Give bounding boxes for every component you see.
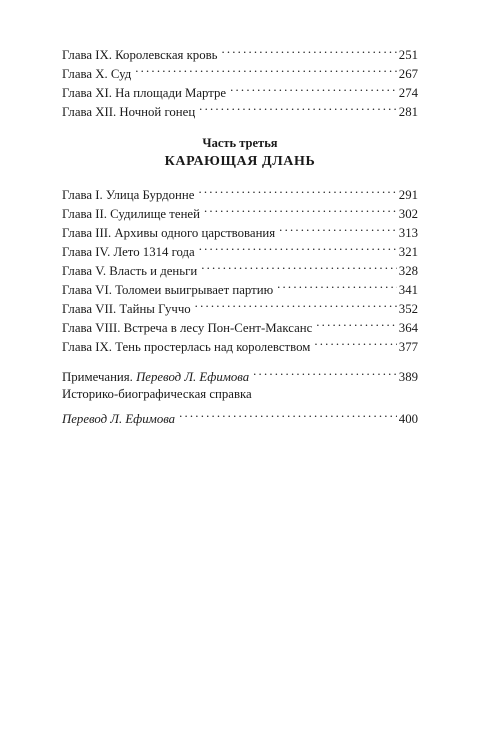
reference-label[interactable]: Историко-биографическая справка [62,387,252,401]
dot-leader [179,404,397,423]
part-title: КАРАЮЩАЯ ДЛАНЬ [164,154,316,169]
reference-translator: Перевод Л. Ефимова [62,412,176,426]
toc-entry-page: 313 [398,226,418,240]
toc-entry-title: Глава IX. Тень простерлась над королевством [62,340,311,354]
dot-leader [221,40,396,59]
dot-leader [277,275,397,294]
dot-leader [135,59,397,78]
dot-leader [279,218,397,237]
toc-entry-page: 251 [398,48,418,62]
toc-entry-title: Глава V. Власть и деньги [62,264,198,278]
toc-entry-page: 281 [398,105,418,119]
toc-entry-page: 377 [398,340,418,354]
dot-leader [316,313,397,332]
part2-chapter-list [62,40,418,119]
appendix-list [62,362,418,426]
toc-entry-page: 352 [398,302,418,316]
toc-entry-title: Глава X. Суд [62,67,132,81]
toc-entry-title: Глава VI. Толомеи выигрывает партию [62,283,274,297]
toc-entry-page: 291 [398,188,418,202]
toc-entry-title: Глава I. Улица Бурдонне [62,188,195,202]
dot-leader [201,256,397,275]
dot-leader [199,97,397,116]
toc-entry-page: 341 [398,283,418,297]
dot-leader [204,199,397,218]
toc-entry-title: Глава VIII. Встреча в лесу Пон-Сент-Максанс [62,321,313,335]
toc-entry-page: 400 [398,412,418,426]
notes-translator: Перевод Л. Ефимова [136,370,250,384]
toc-entry-title: Глава III. Архивы одного царствования [62,226,276,240]
part3-heading [62,135,418,171]
toc-entry-title: Глава IX. Королевская кровь [62,48,218,62]
part3-chapter-list [62,180,418,354]
toc-entry-page: 364 [398,321,418,335]
toc-entry-page: 321 [398,245,418,259]
notes-label: Примечания. [62,370,133,384]
dot-leader [314,332,396,351]
toc-entry-reference[interactable] [62,404,418,426]
dot-leader [199,237,397,256]
toc-entry-title: Глава II. Судилище теней [62,207,200,221]
toc-entry-title: Глава XI. На площади Мартре [62,86,227,100]
toc-entry-page: 302 [398,207,418,221]
table-of-contents [62,40,418,426]
toc-entry[interactable] [62,180,418,202]
toc-entry-notes[interactable] [62,362,418,384]
dot-leader [195,294,397,313]
part-label: Часть третья [202,136,278,150]
toc-entry-page: 328 [398,264,418,278]
toc-entry-title: Глава IV. Лето 1314 года [62,245,195,259]
toc-entry-title: Глава VII. Тайны Гуччо [62,302,191,316]
toc-entry-title: Глава XII. Ночной гонец [62,105,196,119]
toc-entry-page: 274 [398,86,418,100]
toc-entry-page: 389 [398,370,418,384]
dot-leader [230,78,397,97]
dot-leader [198,180,396,199]
dot-leader [253,362,397,381]
toc-entry[interactable] [62,40,418,62]
toc-entry-page: 267 [398,67,418,81]
